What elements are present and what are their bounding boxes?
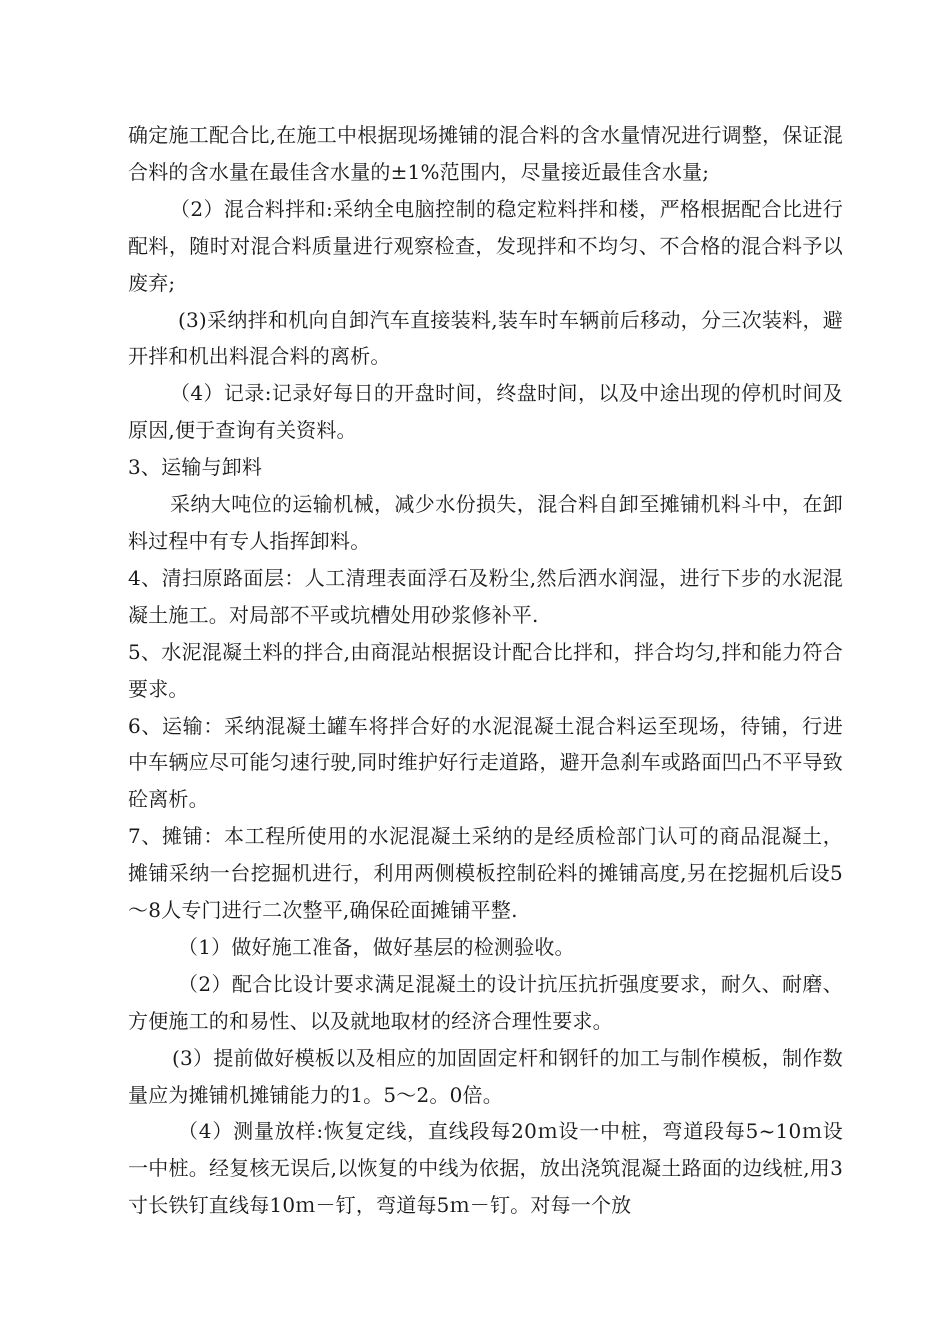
paragraph-transport-unload: 采纳大吨位的运输机械，减少水份损失，混合料自卸至摊铺机料斗中，在卸料过程中有专人指挥卸料。 [128,492,843,553]
paragraph-mixing: （2）混合料拌和:采纳全电脑控制的稳定粒料拌和楼，严格根据配合比进行配料，随时对混合料质量进行观察检查，发现拌和不均匀、不合格的混合料予以废弃; [128,196,843,295]
paragraph-loading: (3)采纳拌和机向自卸汽车直接装料,装车时车辆前后移动，分三次装料，避开拌和机出料混合料的离析。 [128,307,843,369]
section-heading-transport-unload: 3、运输与卸料 [128,455,263,480]
paragraph-clean-surface: 4、清扫原路面层：人工清理表面浮石及粉尘,然后洒水润湿，进行下步的水泥混凝土施工。对局部不平或坑槽处用砂浆修补平. [128,565,843,627]
paragraph-paving: 7、摊铺：本工程所使用的水泥混凝土采纳的是经质检部门认可的商品混凝土，摊铺采纳一台挖掘机进行，利用两侧模板控制砼料的摊铺高度,另在挖掘机后设5～8人专门进行二次整平,确保砼面摊铺平整. [128,824,843,923]
paragraph-surveying: （4）测量放样:恢复定线，直线段每20ｍ设一中桩，弯道段每5~10ｍ设一中桩。经复核无误后,以恢复的中线为依据，放出浇筑混凝土路面的边线桩,用3寸长铁钉直线每10ｍ－钉，弯道每5ｍ－钉。对每一个放 [128,1119,843,1218]
paragraph-mix-ratio-continuation: 确定施工配合比,在施工中根据现场摊铺的混合料的含水量情况进行调整，保证混合料的含水量在最佳含水量的±1%范围内，尽量接近最佳含水量; [128,123,843,184]
paragraph-records: （4）记录:记录好每日的开盘时间，终盘时间，以及中途出现的停机时间及原因,便于查询有关资料。 [128,381,843,443]
document-body [128,117,843,1224]
paragraph-formwork: (3）提前做好模板以及相应的加固固定杆和钢钎的加工与制作模板，制作数量应为摊铺机摊铺能力的1。5～2。0倍。 [128,1045,843,1107]
paragraph-concrete-mixing: 5、水泥混凝土料的拌合,由商混站根据设计配合比拌和，拌合均匀,拌和能力符合要求。 [128,639,843,701]
paragraph-transport: 6、运输：采纳混凝土罐车将拌合好的水泥混凝土混合料运至现场，待铺，行进中车辆应尽可能匀速行驶,同时维护好行走道路，避开急刹车或路面凹凸不平导致砼离析。 [128,713,843,812]
paragraph-mix-design: （2）配合比设计要求满足混凝土的设计抗压抗折强度要求，耐久、耐磨、方便施工的和易性、以及就地取材的经济合理性要求。 [128,971,843,1033]
paragraph-preparation: （1）做好施工准备，做好基层的检测验收。 [178,934,575,959]
